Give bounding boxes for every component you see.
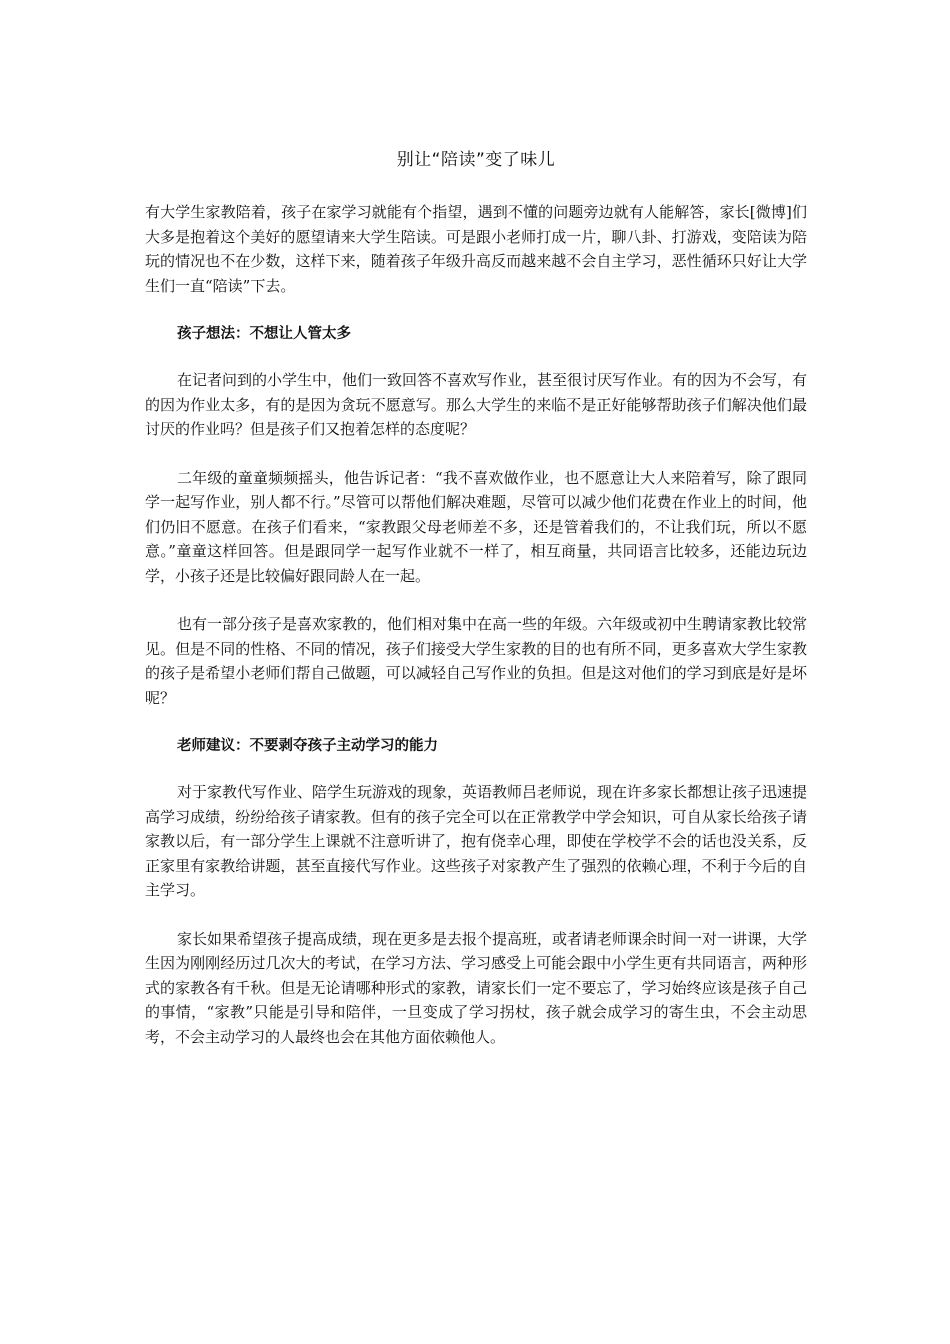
paragraph: 也有一部分孩子是喜欢家教的，他们相对集中在高一些的年级。六年级或初中生聘请家教比较常见。但是不同的性格、不同的情况，孩子们接受大学生家教的目的也有所不同，更多喜欢大学生家教的孩子是希望小老师们帮自己做题，可以减轻自己写作业的负担。但是这对他们的学习到底是好是坏呢？ [145, 615, 808, 707]
paragraph: 二年级的童童频频摇头，他告诉记者：“我不喜欢做作业，也不愿意让大人来陪着写，除了跟同学一起写作业，别人都不行。”尽管可以帮他们解决难题，尽管可以减少他们花费在作业上的时间，他们仍旧不愿意。在孩子们看来，“家教跟父母老师差不多，还是管着我们的，不让我们玩，所以不愿意。”童童这样回答。但是跟同学一起写作业就不一样了，相互商量，共同语言比较多，还能边玩边学，小孩子还是比较偏好跟同龄人在一起。 [145, 468, 807, 585]
paragraph: 家长如果希望孩子提高成绩，现在更多是去报个提高班，或者请老师课余时间一对一讲课，大学生因为刚刚经历过几次大的考试，在学习方法、学习感受上可能会跟中小学生更有共同语言，两种形式的家教各有千秋。但是无论请哪种形式的家教，请家长们一定不要忘了，学习始终应该是孩子自己的事情，“家教”只能是引导和陪伴，一旦变成了学习拐杖，孩子就会成学习的寄生虫，不会主动思考，不会主动学习的人最终也会在其他方面依赖他人。 [145, 929, 808, 1046]
paragraph: 在记者问到的小学生中，他们一致回答不喜欢写作业，甚至很讨厌写作业。有的因为不会写，有的因为作业太多，有的是因为贪玩不愿意写。那么大学生的来临不是正好能够帮助孩子们解决他们最讨厌的作业吗？但是孩子们又抱着怎样的态度呢？ [145, 371, 808, 438]
intro-paragraph: 有大学生家教陪着，孩子在家学习就能有个指望，遇到不懂的问题旁边就有人能解答，家长[微博]们大多是抱着这个美好的愿望请来大学生陪读。可是跟小老师打成一片，聊八卦、打游戏，变陪读为陪玩的情况也不在少数，这样下来，随着孩子年级升高反而越来越不会自主学习，恶性循环只好让大学生们一直“陪读”下去。 [145, 203, 807, 295]
article-title: 别让“陪读”变了味儿 [396, 150, 556, 170]
section-heading-child-view: 孩子想法：不想让人管太多 [177, 326, 351, 342]
paragraph: 对于家教代写作业、陪学生玩游戏的现象，英语教师吕老师说，现在许多家长都想让孩子迅速提高学习成绩，纷纷给孩子请家教。但有的孩子完全可以在正常教学中学会知识，可自从家长给孩子请家教以后，有一部分学生上课就不注意听讲了，抱有侥幸心理，即使在学校学不会的话也没关系，反正家里有家教给讲题，甚至直接代写作业。这些孩子对家教产生了强烈的依赖心理，不利于今后的自主学习。 [145, 783, 808, 899]
document-page [145, 148, 807, 1073]
section-heading-teacher-advice: 老师建议：不要剥夺孩子主动学习的能力 [177, 738, 438, 754]
